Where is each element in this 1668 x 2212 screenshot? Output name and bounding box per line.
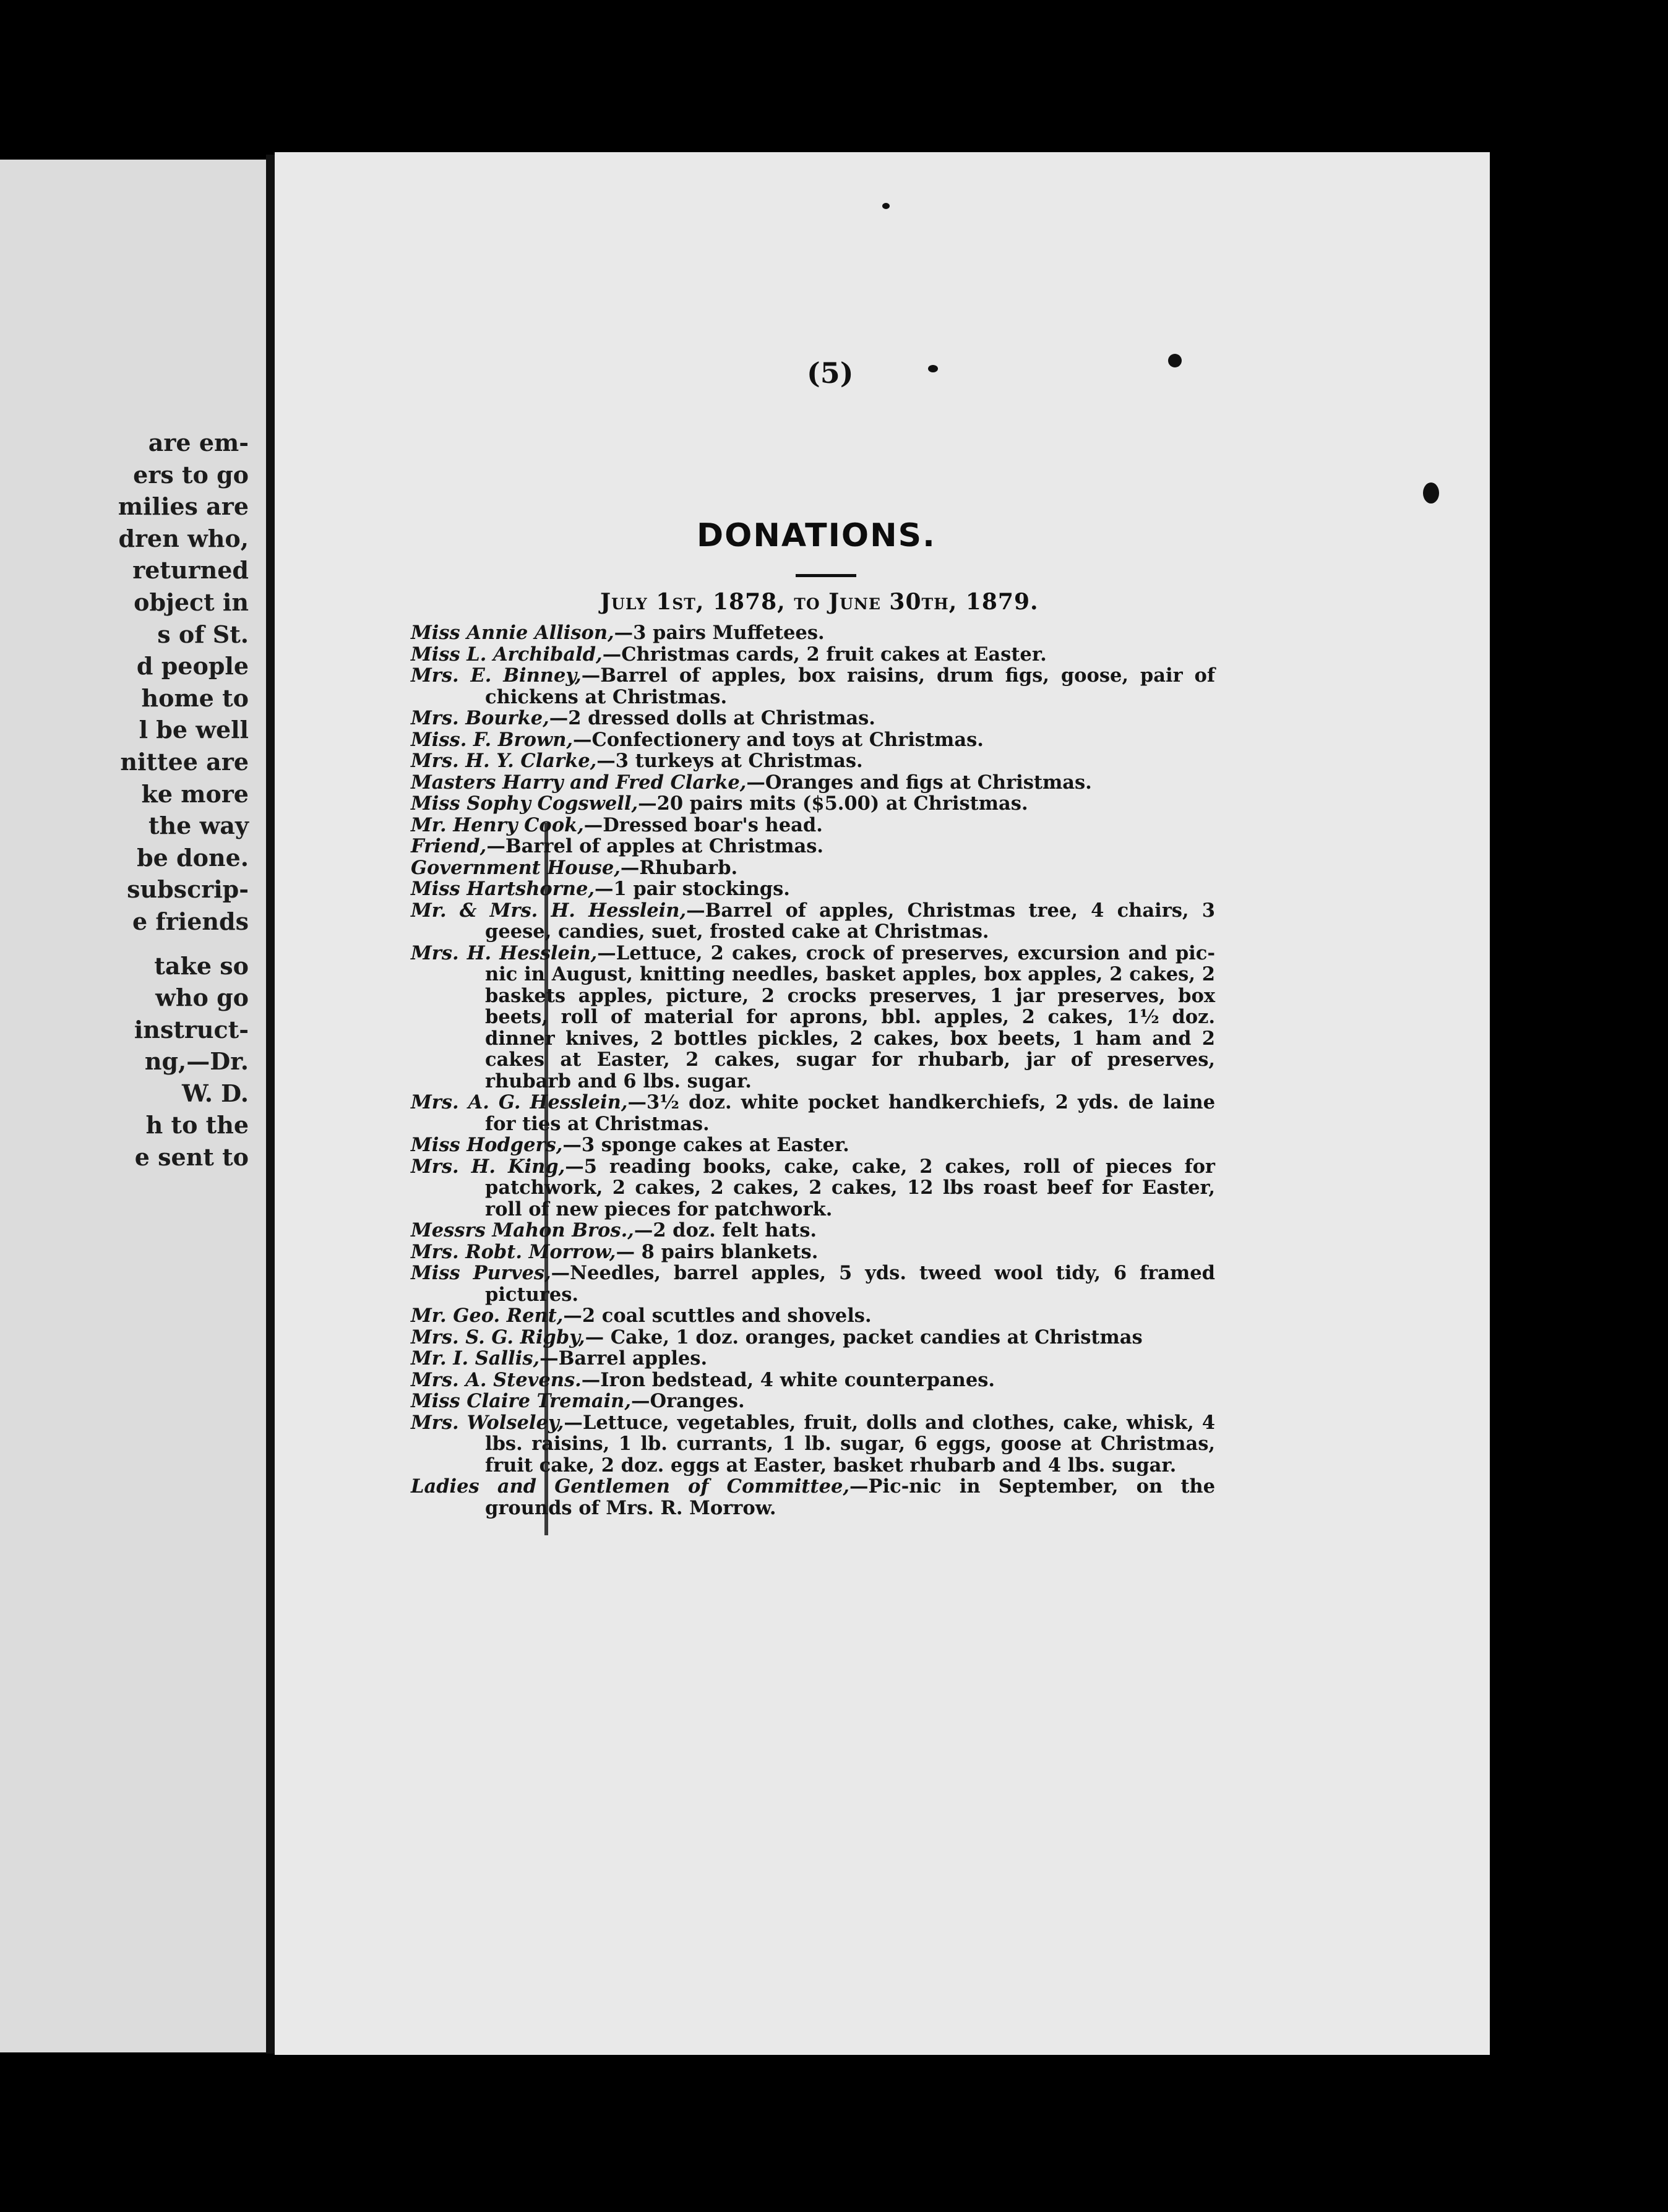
donation-entry: [411, 772, 1215, 794]
donation-description: —2 dressed dolls at Christmas.: [549, 707, 875, 729]
donation-description: — 8 pairs blankets.: [616, 1240, 819, 1263]
donor-name: Mrs. Wolseley,: [411, 1411, 564, 1434]
left-page-line: instruct-: [134, 1015, 249, 1044]
donation-description: —Dressed boar's head.: [583, 813, 823, 836]
donor-name: Friend,: [411, 835, 487, 857]
left-page-line: ng,—Dr.: [144, 1047, 249, 1076]
donation-description: —3 sponge cakes at Easter.: [562, 1134, 849, 1156]
donation-description: —Lettuce, vegetables, fruit, dolls and clothes, cake, whisk, 4 lbs. raisins, 1 lb. currants, 1 lb. sugar, 6 eggs, goose at Christmas, fruit cake, 2 doz. eggs at Easter, basket rhubarb and 4 lbs. sugar.: [485, 1411, 1215, 1477]
donor-name: Mrs. A. G. Hesslein,: [411, 1091, 628, 1113]
donation-entry: [411, 793, 1215, 815]
donation-entry: [411, 708, 1215, 729]
donation-entry: [411, 644, 1215, 666]
left-page-line: be done.: [137, 843, 249, 872]
donation-description: —1 pair stockings.: [595, 878, 790, 900]
donation-entry: [411, 857, 1215, 879]
date-range: July 1st, 1878, to June 30th, 1879.: [600, 589, 1039, 615]
donation-description: —Christmas cards, 2 fruit cakes at Easter.: [602, 643, 1047, 666]
donation-entry: [411, 878, 1215, 900]
left-page-line: returned: [132, 556, 249, 585]
donation-entry: [411, 1262, 1215, 1305]
donor-name: Miss. F. Brown,: [411, 728, 573, 751]
donation-entry: [411, 900, 1215, 943]
scan-speck: [928, 365, 938, 372]
left-page-line: e sent to: [134, 1143, 249, 1172]
donation-description: —3 pairs Muffetees.: [614, 622, 825, 644]
donation-entry: [411, 836, 1215, 857]
donation-entry: [411, 750, 1215, 772]
donations-list: [411, 622, 1215, 1519]
donor-name: Miss Claire Tremain,: [411, 1390, 631, 1412]
donation-entry: [411, 1092, 1215, 1134]
donation-description: —Barrel of apples, box raisins, drum figs, goose, pair of chickens at Christmas.: [485, 664, 1215, 708]
donation-description: —Barrel of apples, Christmas tree, 4 chairs, 3 geese, candies, suet, frosted cake at Christmas.: [485, 899, 1215, 943]
left-page-line: who go: [155, 984, 249, 1012]
donor-name: Miss Hodgers,: [411, 1134, 563, 1156]
title-divider: [796, 574, 856, 577]
left-page-line: ke more: [141, 779, 249, 808]
donor-name: Miss Hartshorne,: [411, 878, 595, 900]
donation-entry: [411, 1327, 1215, 1348]
donation-description: —Barrel apples.: [540, 1347, 708, 1370]
donation-description: —20 pairs mits ($5.00) at Christmas.: [638, 792, 1028, 815]
donation-description: — Cake, 1 doz. oranges, packet candies at Christmas: [585, 1326, 1143, 1348]
donor-name: Messrs Mahon Bros.,: [411, 1219, 634, 1241]
donor-name: Government House,: [411, 856, 621, 879]
left-page-line: milies are: [118, 492, 249, 521]
donor-name: Mrs. H. King,: [411, 1155, 565, 1178]
left-page-line: the way: [148, 812, 249, 840]
left-page-line: h to the: [145, 1111, 249, 1139]
scan-speck: [882, 203, 890, 209]
left-page-line: s of St.: [157, 620, 249, 648]
donor-name: Miss Sophy Cogswell,: [411, 792, 638, 815]
donation-description: —Oranges.: [630, 1390, 745, 1412]
donor-name: Mrs. E. Binney,: [411, 664, 582, 687]
donation-entry: [411, 1134, 1215, 1156]
donor-name: Ladies and Gentlemen of Committee,: [411, 1475, 850, 1498]
left-page-line: l be well: [139, 716, 249, 744]
donation-entry: [411, 1220, 1215, 1241]
donation-entry: [411, 665, 1215, 708]
donor-name: Mrs. A. Stevens.: [411, 1368, 582, 1391]
left-page-text: [118, 427, 249, 1173]
donation-description: —Rhubarb.: [620, 856, 738, 879]
donation-description: —2 coal scuttles and shovels.: [563, 1305, 872, 1327]
donor-name: Mrs. S. G. Rigby,: [411, 1326, 585, 1348]
left-page-line: d people: [136, 652, 249, 680]
donation-description: —2 doz. felt hats.: [634, 1219, 817, 1241]
donation-description: —Oranges and figs at Christmas.: [746, 771, 1092, 794]
left-page-line: dren who,: [118, 524, 249, 552]
donation-description: —Confectionery and toys at Christmas.: [573, 728, 984, 751]
donor-name: Miss Annie Allison,: [411, 622, 614, 644]
left-page-line: e friends: [132, 907, 249, 935]
donation-description: —Barrel of apples at Christmas.: [486, 835, 824, 857]
donor-name: Miss Purves,: [411, 1262, 551, 1284]
donation-entry: [411, 729, 1215, 751]
donation-entry: [411, 1241, 1215, 1263]
left-page-line: subscrip-: [127, 875, 249, 904]
scan-speck: [1168, 354, 1182, 367]
left-page-gap: [118, 938, 249, 950]
donor-name: Masters Harry and Fred Clarke,: [411, 771, 747, 794]
donation-description: —3½ doz. white pocket handkerchiefs, 2 yds. de laine for ties at Christmas.: [485, 1091, 1215, 1135]
left-page-line: object in: [134, 588, 249, 616]
left-page-line: are em-: [148, 429, 249, 457]
donor-name: Mrs. H. Hesslein,: [411, 941, 598, 964]
donation-description: —Needles, barrel apples, 5 yds. tweed wool tidy, 6 framed pictures.: [485, 1262, 1215, 1306]
left-page-line: take so: [154, 951, 249, 980]
book-gutter: [266, 155, 275, 2054]
donor-name: Mrs. H. Y. Clarke,: [411, 750, 597, 772]
left-page-fragment: [0, 160, 266, 2052]
scan-speck: [1423, 482, 1439, 504]
donation-entry: [411, 1391, 1215, 1412]
donation-entry: [411, 943, 1215, 1092]
donation-entry: [411, 1348, 1215, 1370]
donor-name: Mrs. Robt. Morrow,: [411, 1240, 616, 1263]
left-page-line: W. D.: [181, 1079, 249, 1107]
donor-name: Mrs. Bourke,: [411, 707, 549, 729]
donation-description: —Iron bedstead, 4 white counterpanes.: [581, 1368, 995, 1391]
donation-description: —Pic-nic in September, on the grounds of Mrs. R. Morrow.: [485, 1475, 1216, 1519]
donation-entry: [411, 1156, 1215, 1220]
left-page-line: nittee are: [120, 747, 249, 776]
donation-description: —3 turkeys at Christmas.: [596, 750, 863, 772]
donor-name: Mr. Geo. Rent,: [411, 1305, 564, 1327]
donation-description: —5 reading books, cake, cake, 2 cakes, roll of pieces for patchwork, 2 cakes, 2 cakes, 2 cakes, 12 lbs roast beef for Easter, roll of new pieces for patchwork.: [485, 1155, 1215, 1220]
donation-entry: [411, 815, 1215, 836]
left-page-line: home to: [141, 684, 249, 712]
donation-entry: [411, 1412, 1215, 1477]
donation-entry: [411, 1476, 1215, 1519]
donation-entry: [411, 1305, 1215, 1327]
page-title: DONATIONS.: [697, 517, 936, 554]
donation-description: —Lettuce, 2 cakes, crock of preserves, excursion and pic-nic in August, knitting needles, basket apples, box apples, 2 cakes, 2 baskets apples, picture, 2 crocks preserves, 1 jar preserves, box beets, roll of material for aprons, bbl. apples, 2 cakes, 1½ doz. dinner knives, 2 bottles pickles, 2 cakes, box beets, 1 ham and 2 cakes at Easter, 2 cakes, sugar for rhubarb, jar of preserves, rhubarb and 6 lbs. sugar.: [485, 941, 1216, 1092]
donor-name: Mr. Henry Cook,: [411, 813, 584, 836]
left-page-line: ers to go: [133, 460, 249, 489]
donation-entry: [411, 1370, 1215, 1391]
donation-entry: [411, 622, 1215, 644]
donor-name: Miss L. Archibald,: [411, 643, 603, 666]
page-number: (5): [807, 356, 854, 390]
donor-name: Mr. I. Sallis,: [411, 1347, 540, 1370]
donor-name: Mr. & Mrs. H. Hesslein,: [411, 899, 687, 922]
